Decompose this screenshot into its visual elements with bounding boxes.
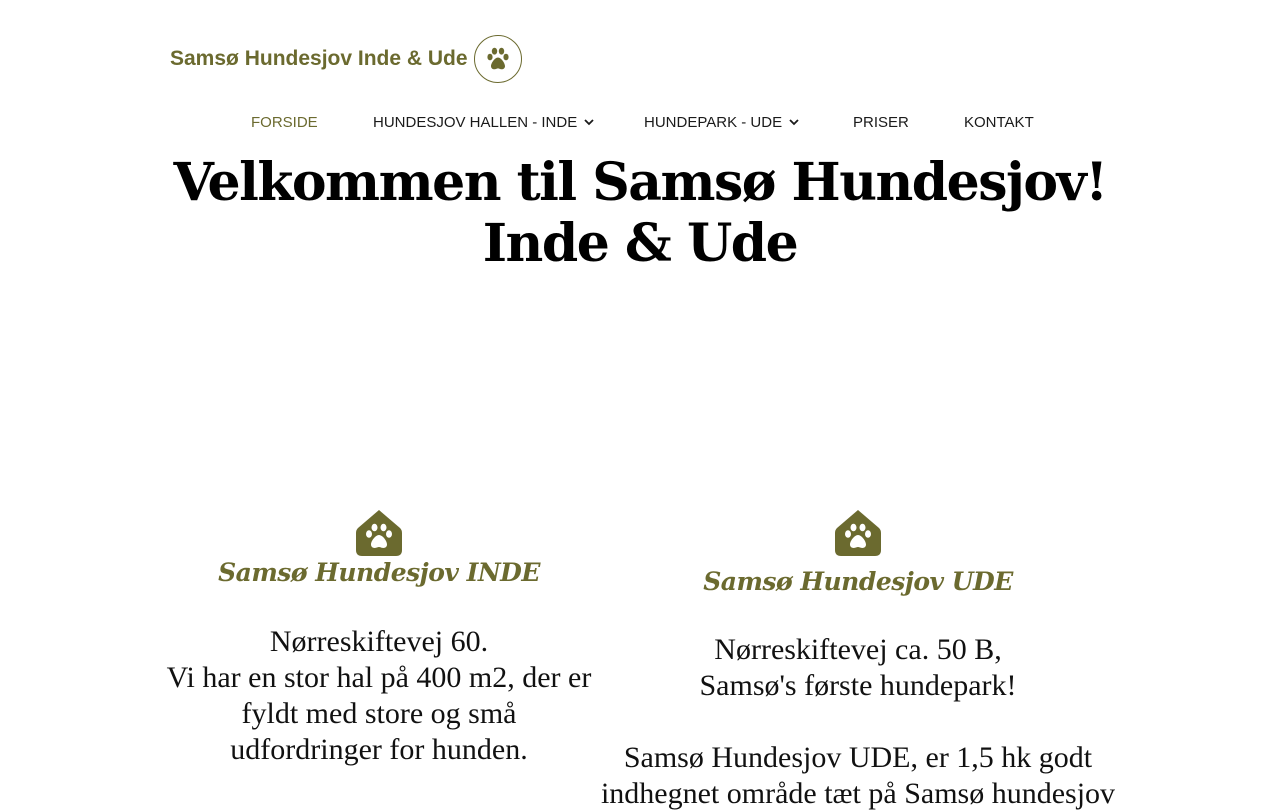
site-title-link[interactable]: Samsø Hundesjov Inde & Ude	[170, 47, 468, 70]
page-title-line-2: Inde & Ude	[482, 213, 798, 274]
nav-item-label: FORSIDE	[251, 114, 318, 131]
main-nav	[0, 114, 1280, 136]
inde-text-line: udfordringer for hunden.	[230, 733, 528, 766]
ude-column	[598, 508, 1118, 812]
page-title-line-1: Velkommen til Samsø Hundesjov!	[173, 152, 1107, 213]
ude-title: Samsø Hundesjov UDE	[703, 567, 1013, 596]
ude-address: Nørreskiftevej ca. 50 B,	[714, 633, 1002, 666]
nav-item-kontakt[interactable]	[964, 114, 1034, 131]
inde-column	[150, 508, 608, 768]
inde-text-line: fyldt med store og små	[241, 697, 517, 730]
logo-badge[interactable]	[474, 35, 522, 83]
dog-house-paw-icon	[354, 508, 404, 558]
inde-title: Samsø Hundesjov INDE	[218, 558, 540, 587]
paragraph-spacer	[598, 704, 1118, 740]
page-title	[0, 152, 1280, 274]
inde-address: Nørreskiftevej 60.	[269, 625, 489, 658]
nav-item-label: HUNDESJOV HALLEN - INDE	[373, 114, 578, 131]
paw-icon	[485, 47, 511, 71]
nav-item-label: PRISER	[853, 114, 909, 131]
ude-text-line: Samsø's første hundepark!	[699, 669, 1017, 702]
chevron-down-icon	[584, 119, 594, 126]
nav-item-label: KONTAKT	[964, 114, 1034, 131]
ude-text-line: indhegnet område tæt på Samsø hundesjov	[600, 777, 1116, 810]
ude-text-line: Samsø Hundesjov UDE, er 1,5 hk godt	[623, 741, 1093, 774]
nav-item-label: HUNDEPARK - UDE	[644, 114, 783, 131]
nav-item-hundepark[interactable]	[644, 114, 799, 131]
dog-house-paw-icon	[833, 508, 883, 558]
nav-item-priser[interactable]	[853, 114, 909, 131]
nav-item-hundesjov-hallen[interactable]	[373, 114, 594, 131]
site-brand[interactable]	[170, 35, 522, 83]
nav-item-forside[interactable]	[251, 114, 318, 131]
chevron-down-icon	[789, 119, 799, 126]
inde-text-line: Vi har en stor hal på 400 m2, der er	[166, 661, 592, 694]
ude-description	[598, 632, 1118, 812]
inde-description	[150, 624, 608, 768]
